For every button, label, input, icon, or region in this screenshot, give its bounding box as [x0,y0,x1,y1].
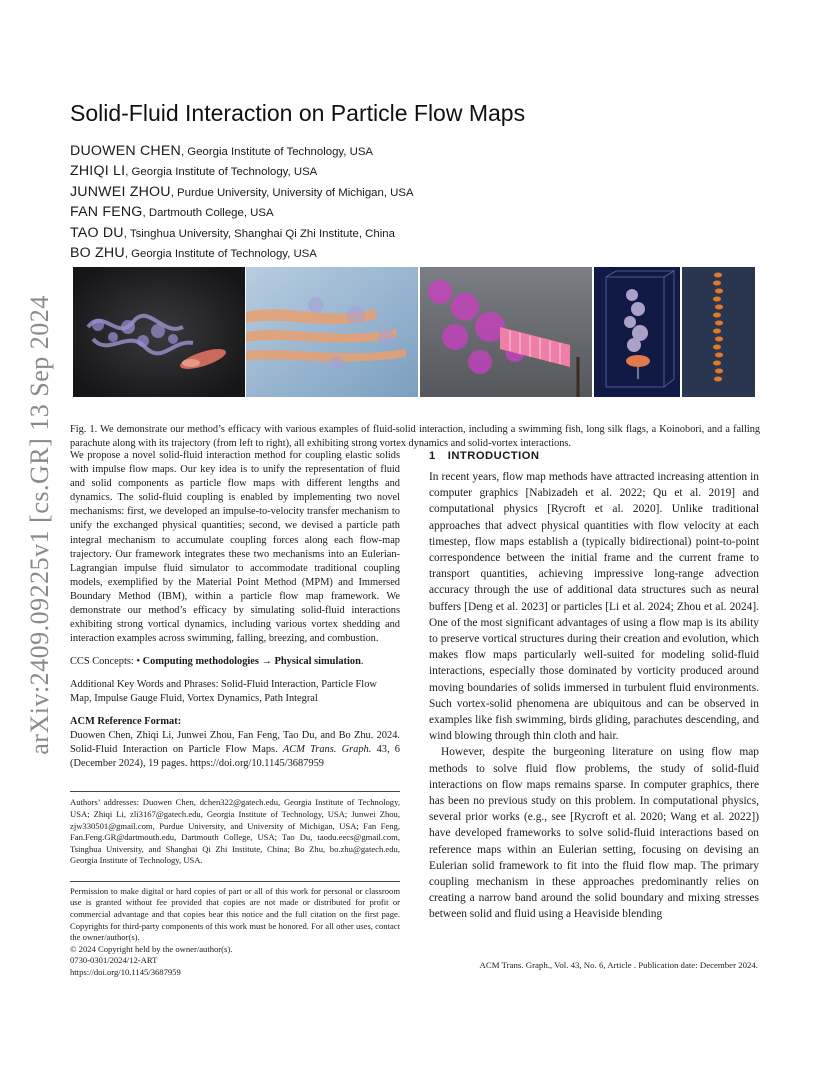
reference-venue: ACM Trans. Graph. [282,744,372,756]
page-footer: ACM Trans. Graph., Vol. 43, No. 6, Article . Publication date: December 2024. [479,960,758,970]
author-affiliation: , Georgia Institute of Technology, USA [180,146,374,158]
author-name: ZHIQI LI [70,163,126,180]
left-column [70,449,400,979]
author-line [70,141,414,161]
keywords: Additional Key Words and Phrases: Solid-Fluid Interaction, Particle Flow Map, Impulse Gauge Fluid, Vortex Dynamics, Path Integral [70,679,377,705]
doi-link[interactable]: https://doi.org/10.1145/3687959 [70,967,181,978]
author-line [70,182,414,202]
permission-notice: Permission to make digital or hard copies of part or all of this work for personal or classroom use is granted without fee provided that copies are not made or distributed for profit or commercial advantage and that copies bear this notice and the full citation on the first page. Copyrights for third-party components of this work must be honored. For all other uses, contact the owner/author(s). [70,885,400,943]
silk-flags-illustration [246,267,418,397]
arxiv-identifier-stamp [22,290,58,760]
parachute-illustration [594,267,680,397]
ccs-concepts [70,655,400,669]
reference-details: 43, 6 (December 2024), 19 pages. https://doi.org/10.1145/3687959 [70,744,400,770]
koinobori-illustration [420,267,592,397]
author-affiliation: , Georgia Institute of Technology, USA [125,166,318,179]
author-line [70,161,414,181]
arxiv-identifier-text: arXiv:2409.09225v1 [cs.GR] 13 Sep 2024 [25,295,54,755]
right-column [429,449,759,923]
author-name: DUOWEN CHEN [70,143,181,159]
teaser-panel-parachute [594,267,680,397]
author-line [70,223,414,243]
author-affiliation: , Purdue University, University of Michigan, USA [170,186,414,199]
author-affiliation: , Dartmouth College, USA [142,207,274,220]
ccs-prefix: CCS Concepts: • [70,656,143,668]
author-line [70,202,414,222]
teaser-panel-koinobori [420,267,592,397]
ccs-suffix: . [360,656,364,668]
author-addresses: Authors’ addresses: Duowen Chen, dchen322@gatech.edu, Georgia Institute of Technology, USA; Zhiqi Li, zli3167@gatech.edu, Georgia Institute of Technology, USA; Junwei Zhou, zjw330501@gmail.com, Purdue University, and University of Michigan, USA; Fan Feng, Fan.Feng.GR@dartmouth.edu, Dartmouth College, USA; Tao Du, taodu.eecs@gmail.com, Tsinghua University, and Shanghai Qi Zhi Institute, China; Bo Zhu, bo.zhu@gatech.edu, Georgia Institute of Technology, USA. [70,797,400,866]
section-number: 1 [429,450,436,462]
reference-format-text [70,729,400,771]
author-affiliation: , Tsinghua University, Shanghai Qi Zhi Institute, China [123,227,395,240]
author-name: FAN FENG [70,204,143,221]
author-list [70,141,414,263]
section-heading [429,449,759,463]
swimming-fish-illustration [73,267,245,397]
author-line [70,243,414,263]
section-title: INTRODUCTION [447,450,540,462]
reference-format-heading: ACM Reference Format: [70,716,182,728]
intro-paragraph-2: However, despite the burgeoning literature on using flow map methods to solve fluid flow problems, the study of solid-fluid interactions on flow maps remains sparse. In computer graphics, there has been no previous study on this problem. In computational physics, several prior works (e.g., see [Rycroft et al. 2020; Wang et al. 2022]) have developed frameworks to solve solid-fluid interactions based on reference maps within an Eulerian setting, focusing on devising an Eulerian solid framework to fit into the fluid flow map. The primary coupling mechanism in these approaches predominantly relies on creating a narrow band around the solid boundary and mixing stresses between solid and fluid using a Heaviside blending [429,746,759,921]
paper-title: Solid-Fluid Interaction on Particle Flow Maps [70,100,526,126]
reference-citation: Duowen Chen, Zhiqi Li, Junwei Zhou, Fan Feng, Tao Du, and Bo Zhu. 2024. Solid-Fluid Interaction on Particle Flow Maps. [70,730,400,756]
author-name: JUNWEI ZHOU [70,183,171,200]
trajectory-illustration [682,267,755,397]
author-name: TAO DU [70,224,124,241]
intro-paragraph-1: In recent years, flow map methods have attracted increasing attention in computer graphics [Nabizadeh et al. 2022; Qu et al. 2019] and computational physics [Rycroft et al. 2020]. Unlike traditional approaches that advect physical quantities with flow velocity at each timestep, flow maps establish a (typically bidirectional) point-to-point correspondence between the initial frame and the current frame to transport quantities, achieving impressive long-range advection accuracy through the use of additional data structures such as neural buffers [Deng et al. 2023] or particles [Li et al. 2024; Zhou et al. 2024]. One of the most significant advantages of using a flow map is its ability to preserve vortical structures during their creation and evolution, which makes flow maps particularly well-suited for modeling solid-fluid interactions, especially those dominated by vorticity produced around moving boundaries of solids immersed in turbulent fluid environments. Such vortex-solid phenomena are ubiquitous and can be observed in examples like fish swimming, birds gliding, parachutes descending, and wind blowing through thin cloth and hair. [429,471,759,743]
teaser-panel-trajectory [682,267,755,397]
abstract: We propose a novel solid-fluid interaction method for coupling elastic solids with impulse flow maps. Our key idea is to unify the representation of fluid and solid components as particle flow maps with different lengths and dynamics. The solid-fluid coupling is enabled by implementing two novel mechanisms: first, we developed an impulse-to-velocity transfer mechanism to unify the exchanged physical quantities; second, we devised a particle path integral mechanism to accumulate coupling forces along each flow-map trajectory. Our framework integrates these two mechanisms into an Eulerian-Lagrangian impulse fluid simulator to accommodate traditional coupling models, exemplified by the Material Point Method (MPM) and Immersed Boundary Method (IBM), within a particle flow map framework. We demonstrate our method’s efficacy by simulating solid-fluid interactions exhibiting strong vortical dynamics, including various vortex shedding and interaction examples across swimming, falling, breezing, and combustion. [70,450,400,645]
ccs-concept: Computing methodologies → Physical simulation [142,656,361,668]
copyright-notice: © 2024 Copyright held by the owner/author(s). [70,943,233,954]
figure-caption: Fig. 1. We demonstrate our method’s efficacy with various examples of fluid-solid interaction, including a swimming fish, long silk flags, a Koinobori, and a falling parachute along with its trajectory (from left to right), all exhibiting strong vortex dynamics and solid-vortex interactions. [70,424,760,450]
teaser-panel-swimming-fish [73,267,245,397]
divider [70,881,400,882]
author-name: BO ZHU [70,244,125,261]
author-affiliation: , Georgia Institute of Technology, USA [124,247,317,260]
issn: 0730-0301/2024/12-ART [70,955,158,966]
divider [70,791,400,792]
teaser-panel-silk-flags [246,267,418,397]
